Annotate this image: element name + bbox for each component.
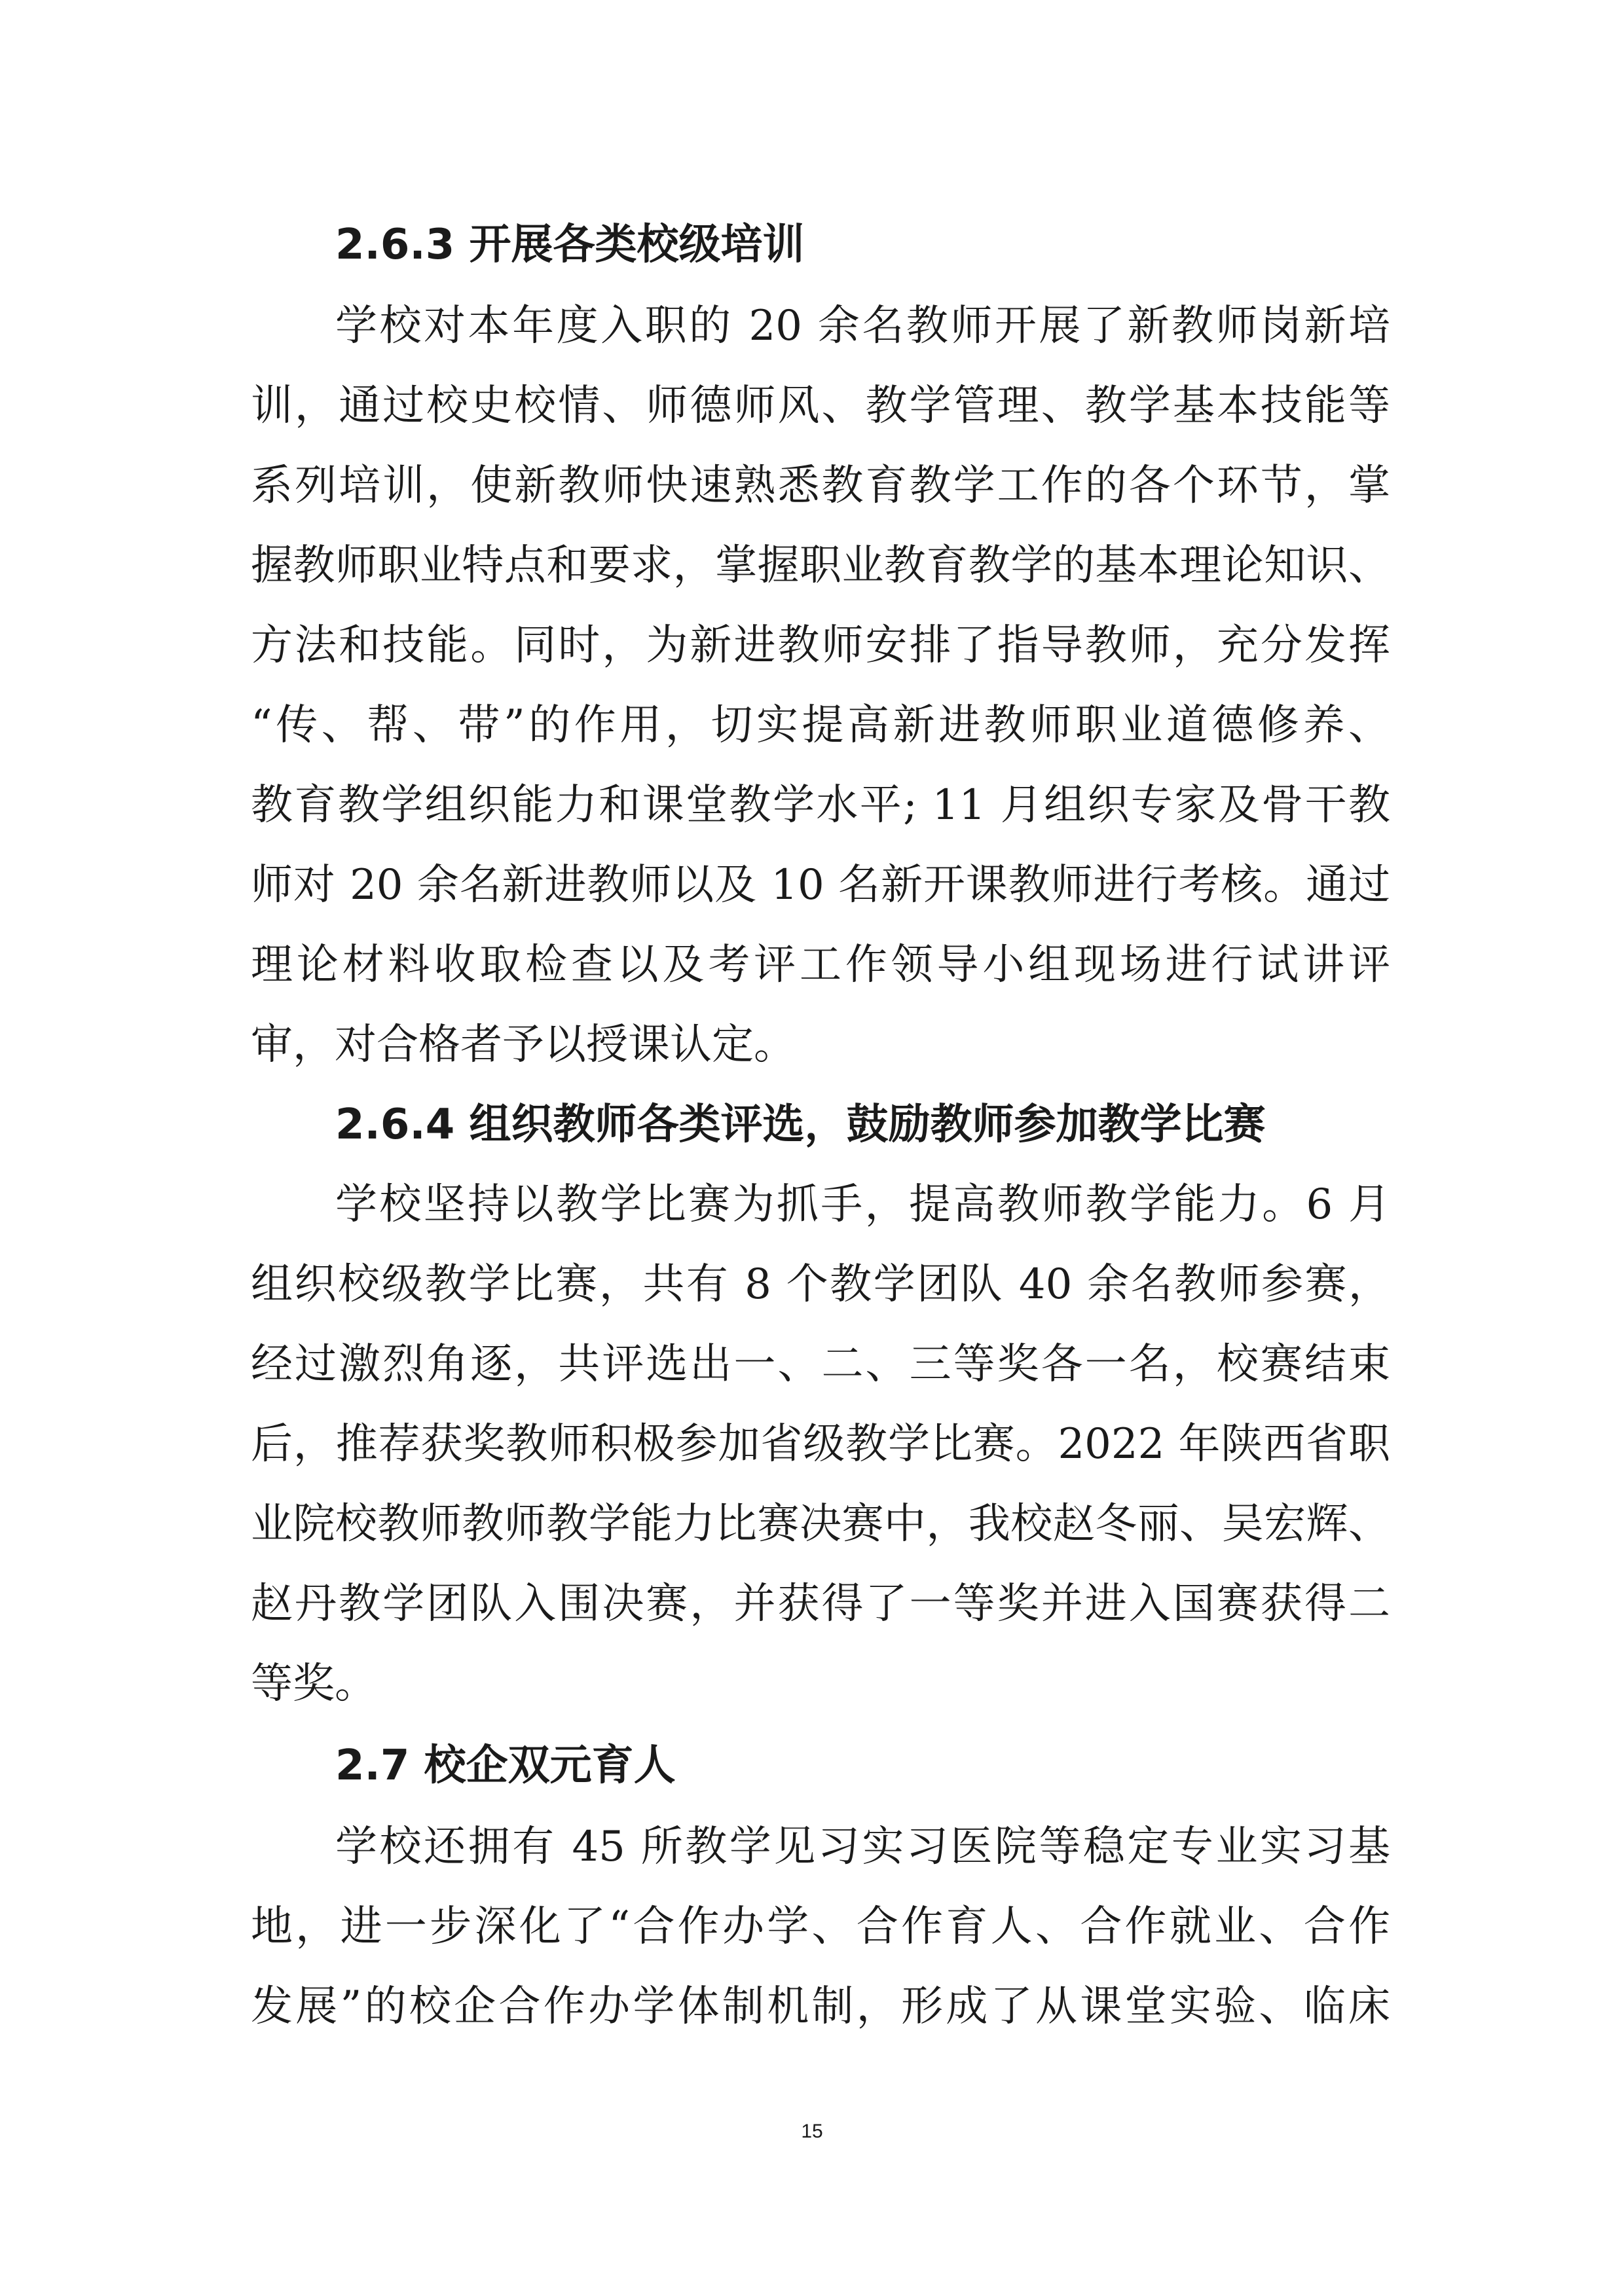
paragraph-line: 学校对本年度入职的 20 余名教师开展了新教师岗新培 bbox=[335, 302, 1390, 350]
paragraph-line: 理论材料收取检查以及考评工作领导小组现场进行试讲评 bbox=[251, 941, 1390, 989]
paragraph-line: 系列培训，使新教师快速熟悉教育教学工作的各个环节，掌 bbox=[251, 462, 1390, 510]
paragraph-line: 方法和技能。同时，为新进教师安排了指导教师，充分发挥 bbox=[251, 621, 1390, 670]
paragraph-line: 握教师职业特点和要求，掌握职业教育教学的基本理论知识、 bbox=[251, 541, 1390, 590]
paragraph-line: 等奖。 bbox=[251, 1660, 377, 1708]
paragraph-line: 经过激烈角逐，共评选出一、二、三等奖各一名，校赛结束 bbox=[251, 1340, 1390, 1389]
paragraph-line: “传、帮、带”的作用，切实提高新进教师职业道德修养、 bbox=[251, 701, 1390, 750]
paragraph-line: 组织校级教学比赛，共有 8 个教学团队 40 余名教师参赛， bbox=[251, 1260, 1390, 1309]
paragraph-line: 学校坚持以教学比赛为抓手，提高教师教学能力。6 月 bbox=[335, 1180, 1390, 1229]
section-heading-2-6-3: 2.6.3 开展各类校级培训 bbox=[335, 221, 805, 269]
paragraph-line: 学校还拥有 45 所教学见习实习医院等稳定专业实习基 bbox=[335, 1823, 1390, 1871]
paragraph-line: 业院校教师教师教学能力比赛决赛中，我校赵冬丽、吴宏辉、 bbox=[251, 1500, 1390, 1548]
section-heading-2-6-4: 2.6.4 组织教师各类评选，鼓励教师参加教学比赛 bbox=[335, 1101, 1266, 1149]
paragraph-line: 审，对合格者予以授课认定。 bbox=[251, 1021, 796, 1069]
paragraph-line: 后，推荐获奖教师积极参加省级教学比赛。2022 年陕西省职 bbox=[251, 1420, 1390, 1468]
page-number: 15 bbox=[801, 2121, 823, 2142]
paragraph-line: 地，进一步深化了“合作办学、合作育人、合作就业、合作 bbox=[251, 1903, 1390, 1951]
paragraph-line: 师对 20 余名新进教师以及 10 名新开课教师进行考核。通过 bbox=[251, 861, 1390, 909]
section-heading-2-7: 2.7 校企双元育人 bbox=[335, 1741, 676, 1790]
paragraph-line: 发展”的校企合作办学体制机制，形成了从课堂实验、临床 bbox=[251, 1982, 1390, 2031]
paragraph-line: 赵丹教学团队入围决赛，并获得了一等奖并进入国赛获得二 bbox=[251, 1580, 1390, 1628]
paragraph-line: 教育教学组织能力和课堂教学水平; 11 月组织专家及骨干教 bbox=[251, 781, 1390, 829]
paragraph-line: 训，通过校史校情、师德师风、教学管理、教学基本技能等 bbox=[251, 382, 1390, 430]
